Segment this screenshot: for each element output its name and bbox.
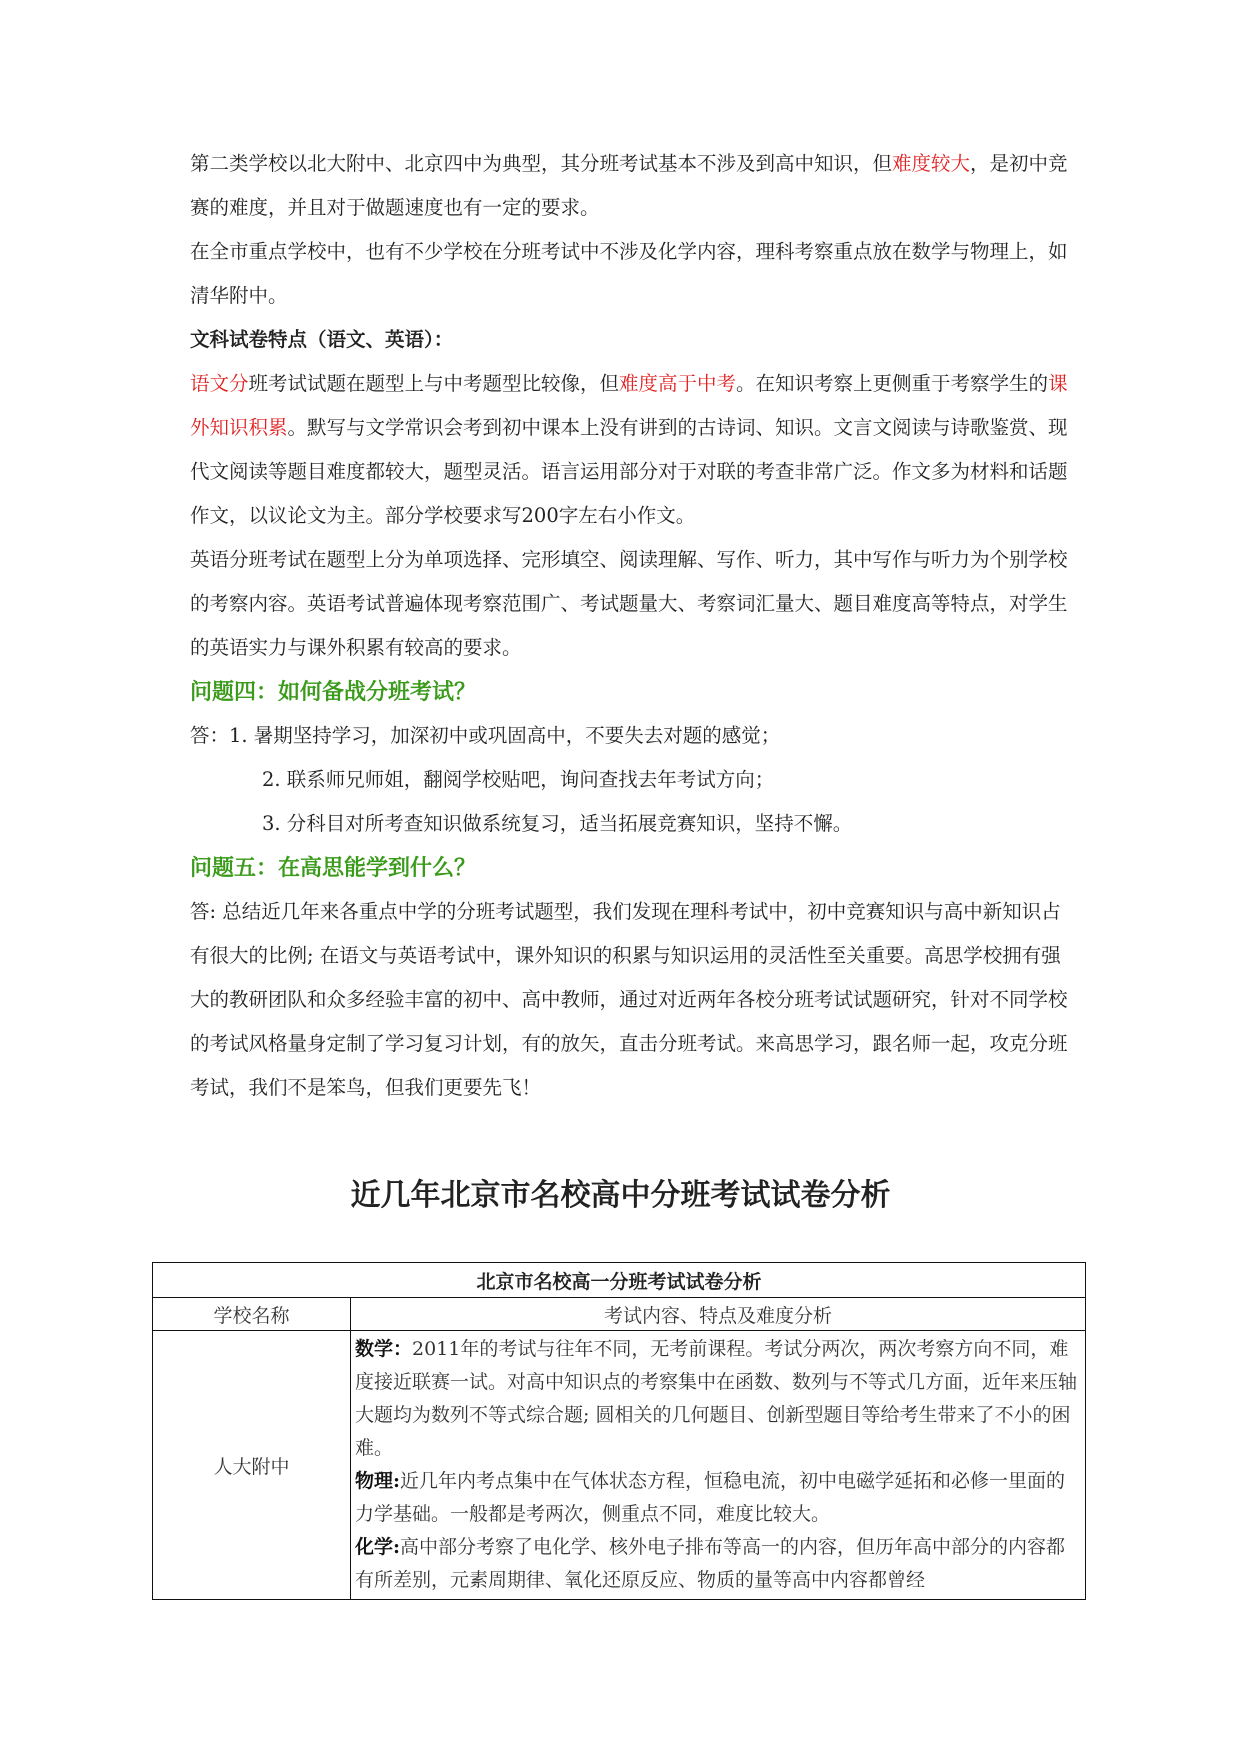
paragraph-english-exam: 英语分班考试在题型上分为单项选择、完形填空、阅读理解、写作、听力，其中写作与听力为个别学校的考察内容。英语考试普遍体现考察范围广、考试题量大、考察词汇量大、题目难度高等特点，对学生的英语实力与课外积累有较高的要求。 — [190, 548, 1068, 659]
body-text-block — [190, 142, 1070, 1110]
column-header-content: 考试内容、特点及难度分析 — [351, 1298, 1086, 1331]
paragraph-school-type-2: 第二类学校以北大附中、北京四中为典型，其分班考试基本不涉及到高中知识，但难度较大，是初中竞赛的难度，并且对于做题速度也有一定的要求。 — [190, 152, 1068, 219]
answer-four-item-1: 答：1. 暑期坚持学习，加深初中或巩固高中，不要失去对题的感觉； — [190, 724, 781, 747]
chemistry-analysis: 化学:高中部分考察了电化学、核外电子排布等高一的内容，但历年高中部分的内容都有所差别，元素周期律、氧化还原反应、物质的量等高中内容都曾经 — [355, 1536, 1066, 1591]
heading-arts-features: 文科试卷特点（语文、英语）： — [190, 328, 454, 351]
column-header-school: 学校名称 — [153, 1298, 351, 1331]
table-row — [153, 1331, 1086, 1600]
physics-analysis: 物理:近几年内考点集中在气体状态方程，恒稳电流，初中电磁学延拓和必修一里面的力学基础。一般都是考两次，侧重点不同，难度比较大。 — [355, 1470, 1066, 1525]
question-five-heading: 问题五：在高思能学到什么？ — [190, 855, 477, 881]
analysis-table — [152, 1262, 1086, 1600]
page-title: 近几年北京市名校高中分班考试试卷分析 — [350, 1178, 891, 1213]
question-four-heading: 问题四：如何备战分班考试？ — [190, 679, 477, 705]
answer-five-paragraph: 答: 总结近几年来各重点中学的分班考试题型，我们发现在理科考试中，初中竞赛知识与高中新知识占有很大的比例; 在语文与英语考试中，课外知识的积累与知识运用的灵活性至关重要。高思学校拥有强大的教研团队和众多经验丰富的初中、高中教师，通过对近两年各校分班考试试题研究，针对不同学校的考试风格量身定制了学习复习计划，有的放矢，直击分班考试。来高思学习，跟名师一起，攻克分班考试，我们不是笨鸟，但我们更要先飞！ — [190, 900, 1068, 1099]
paragraph-no-chemistry: 在全市重点学校中，也有不少学校在分班考试中不涉及化学内容，理科考察重点放在数学与物理上，如清华附中。 — [190, 240, 1068, 307]
content-cell — [351, 1331, 1086, 1600]
table-caption: 北京市名校高一分班考试试卷分析 — [153, 1263, 1086, 1298]
answer-four-item-2: 2. 联系师兄师姐，翻阅学校贴吧，询问查找去年考试方向； — [262, 768, 775, 791]
math-analysis: 数学：2011年的考试与往年不同，无考前课程。考试分两次，两次考察方向不同，难度接近联赛一试。对高中知识点的考察集中在函数、数列与不等式几方面，近年来压轴大题均为数列不等式综合题; 圆相关的几何题目、创新型题目等给考生带来了不小的困难。 — [355, 1338, 1078, 1459]
school-name-cell: 人大附中 — [153, 1331, 351, 1600]
paragraph-chinese-exam: 语文分班考试试题在题型上与中考题型比较像，但难度高于中考。在知识考察上更侧重于考察学生的课外知识积累。默写与文学常识会考到初中课本上没有讲到的古诗词、知识。文言文阅读与诗歌鉴赏、现代文阅读等题目难度都较大，题型灵活。语言运用部分对于对联的考查非常广泛。作文多为材料和话题作文，以议论文为主。部分学校要求写200字左右小作文。 — [190, 372, 1068, 527]
highlight-difficulty: 难度较大 — [892, 152, 971, 175]
answer-four-item-3: 3. 分科目对所考查知识做系统复习，适当拓展竞赛知识，坚持不懈。 — [262, 812, 853, 835]
